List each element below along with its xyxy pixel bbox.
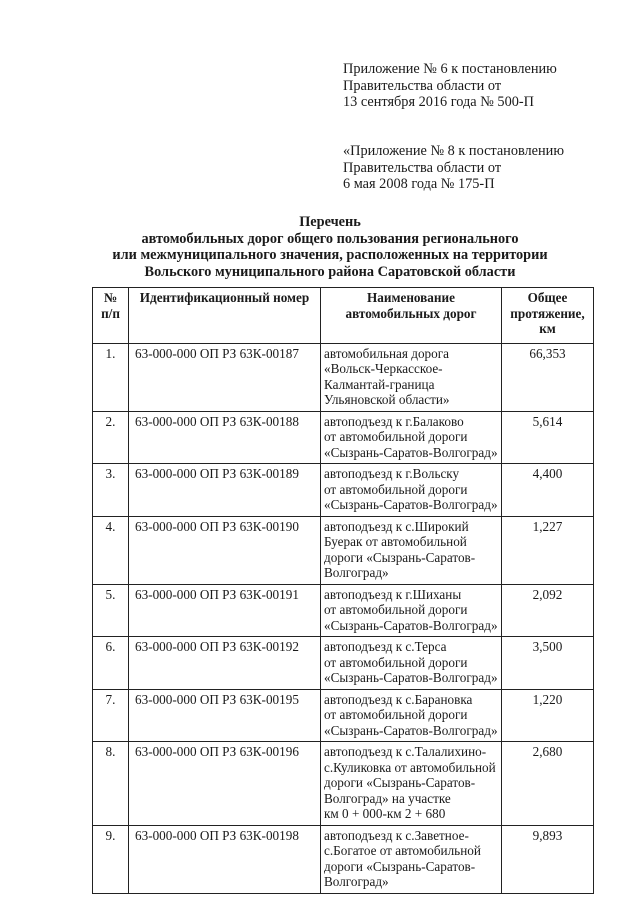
header-name-line: Наименование: [367, 290, 455, 305]
road-name-line: дороги «Сызрань-Саратов-: [324, 775, 476, 790]
road-id: 63-000-000 ОП РЗ 63К-00198: [129, 825, 321, 893]
road-name-line: автоподъезд к г.Балаково: [324, 413, 464, 429]
road-name-line: Волгоград»: [324, 874, 389, 889]
header-length-line: протяжение,: [510, 305, 585, 321]
road-length: 5,614: [502, 411, 594, 464]
road-length: 2,680: [502, 742, 594, 826]
title-line: или межмуниципального значения, расположенных на территории: [112, 247, 548, 264]
document-title: [0, 214, 640, 280]
road-name-line: от автомобильной дороги: [324, 707, 468, 722]
road-name-line: автоподъезд к с.Талалихино-: [324, 744, 487, 759]
road-id: 63-000-000 ОП РЗ 63К-00192: [129, 637, 321, 690]
road-name-line: от автомобильной дороги: [324, 481, 468, 497]
road-length: 1,220: [502, 689, 594, 742]
road-name: [321, 411, 502, 464]
row-number: 5.: [93, 584, 129, 637]
road-name-line: дороги «Сызрань-Саратов-: [324, 549, 476, 565]
table-row: [93, 689, 594, 742]
road-id: 63-000-000 ОП РЗ 63К-00196: [129, 742, 321, 826]
road-name-line: Калмантай-граница: [324, 376, 435, 392]
appendix-8-line: «Приложение № 8 к постановлению: [343, 143, 565, 159]
road-name: [321, 343, 502, 411]
road-name-line: от автомобильной дороги: [324, 429, 468, 444]
header-id-line: Идентификационный номер: [139, 290, 310, 305]
road-name-line: автомобильная дорога: [324, 345, 450, 361]
road-name-line: «Сызрань-Саратов-Волгоград»: [324, 497, 498, 512]
header-length: [502, 288, 594, 344]
road-name-line: автоподъезд к г.Вольску: [324, 466, 460, 481]
road-length: 9,893: [502, 825, 594, 893]
title-line: Перечень: [299, 214, 361, 230]
title-line: Вольского муниципального района Саратовской области: [144, 263, 516, 280]
road-id: 63-000-000 ОП РЗ 63К-00189: [129, 464, 321, 517]
appendix-6-line: Правительства области от: [343, 77, 502, 94]
appendix-6-line: 13 сентября 2016 года № 500-П: [343, 94, 534, 111]
road-name: [321, 637, 502, 690]
road-name-line: Ульяновской области»: [324, 392, 450, 407]
row-number: 9.: [93, 825, 129, 893]
road-id: 63-000-000 ОП РЗ 63К-00187: [129, 343, 321, 411]
appendix-8-header: [343, 143, 564, 193]
row-number: 4.: [93, 516, 129, 584]
header-name-line: автомобильных дорог: [345, 305, 477, 321]
table-row: [93, 637, 594, 690]
road-name-line: с.Богатое от автомобильной: [324, 843, 481, 858]
road-name: [321, 689, 502, 742]
table-row: [93, 584, 594, 637]
appendix-6-header: [343, 61, 557, 111]
row-number: 8.: [93, 742, 129, 826]
road-id: 63-000-000 ОП РЗ 63К-00188: [129, 411, 321, 464]
header-name: [321, 288, 502, 344]
road-name: [321, 516, 502, 584]
title-line: автомобильных дорог общего пользования регионального: [141, 230, 519, 247]
road-name: [321, 584, 502, 637]
road-length: 3,500: [502, 637, 594, 690]
table-row: [93, 825, 594, 893]
road-name-line: автоподъезд к с.Заветное-: [324, 827, 469, 843]
header-num-line: п/п: [101, 305, 120, 321]
header-num-line: №: [103, 290, 118, 305]
road-length: 66,353: [502, 343, 594, 411]
table-header-row: [93, 288, 594, 344]
road-name-line: автоподъезд к с.Широкий: [324, 518, 469, 534]
road-id: 63-000-000 ОП РЗ 63К-00191: [129, 584, 321, 637]
appendix-8-line: 6 мая 2008 года № 175-П: [343, 176, 495, 193]
road-name-line: от автомобильной дороги: [324, 654, 468, 670]
table-row: [93, 516, 594, 584]
road-id: 63-000-000 ОП РЗ 63К-00195: [129, 689, 321, 742]
road-length: 2,092: [502, 584, 594, 637]
road-name-line: «Сызрань-Саратов-Волгоград»: [324, 617, 498, 633]
road-length: 4,400: [502, 464, 594, 517]
appendix-8-line: Правительства области от: [343, 159, 502, 176]
road-name-line: автоподъезд к с.Барановка: [324, 691, 473, 707]
header-num: [93, 288, 129, 344]
header-id: [129, 288, 321, 344]
row-number: 6.: [93, 637, 129, 690]
road-name-line: с.Куликовка от автомобильной: [324, 759, 496, 775]
row-number: 7.: [93, 689, 129, 742]
table-row: [93, 742, 594, 826]
road-name-line: автоподъезд к с.Терса: [324, 639, 447, 654]
table-row: [93, 411, 594, 464]
header-length-line: км: [539, 321, 556, 336]
table-row: [93, 464, 594, 517]
road-name-line: от автомобильной дороги: [324, 602, 468, 617]
header-length-line: Общее: [527, 290, 568, 305]
road-name-line: «Сызрань-Саратов-Волгоград»: [324, 444, 498, 460]
roads-table: [92, 287, 594, 894]
road-name: [321, 742, 502, 826]
road-name-line: км 0 + 000-км 2 + 680: [324, 806, 446, 821]
row-number: 3.: [93, 464, 129, 517]
road-name: [321, 464, 502, 517]
road-id: 63-000-000 ОП РЗ 63К-00190: [129, 516, 321, 584]
road-name-line: автоподъезд к г.Шиханы: [324, 586, 462, 602]
road-length: 1,227: [502, 516, 594, 584]
appendix-6-line: Приложение № 6 к постановлению: [343, 61, 557, 77]
road-name-line: Волгоград»: [324, 565, 389, 580]
road-name-line: «Сызрань-Саратов-Волгоград»: [324, 670, 498, 685]
road-name-line: «Вольск-Черкасское-: [324, 361, 443, 376]
road-name: [321, 825, 502, 893]
row-number: 1.: [93, 343, 129, 411]
road-name-line: дороги «Сызрань-Саратов-: [324, 858, 476, 874]
road-name-line: «Сызрань-Саратов-Волгоград»: [324, 722, 498, 738]
row-number: 2.: [93, 411, 129, 464]
road-name-line: Волгоград» на участке: [324, 790, 451, 806]
road-name-line: Буерак от автомобильной: [324, 534, 467, 549]
table-row: [93, 343, 594, 411]
